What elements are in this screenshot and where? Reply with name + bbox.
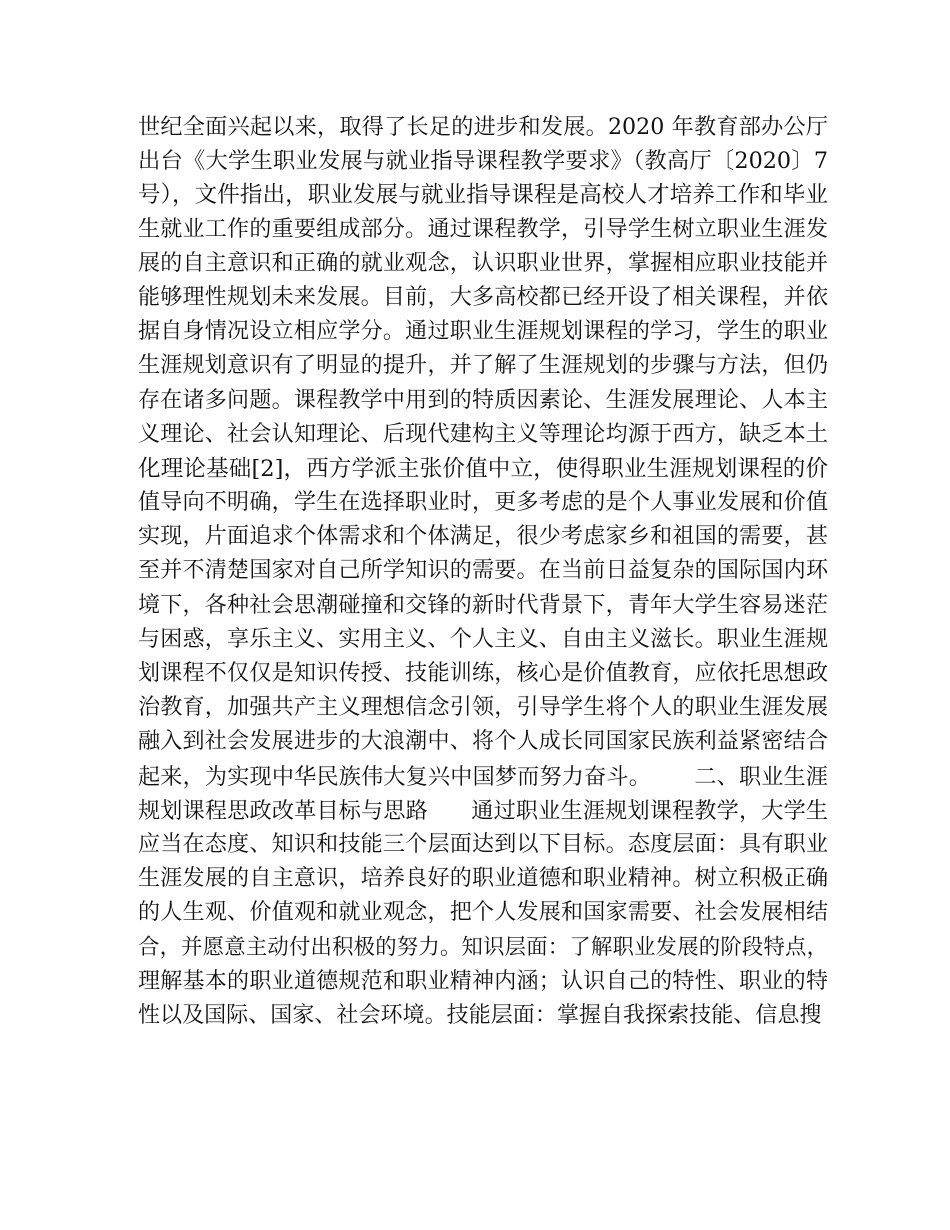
text-line: 划课程不仅仅是知识传授、技能训练，核心是价值教育，应依托思想政 bbox=[138, 661, 828, 686]
text-line: 世纪全面兴起以来，取得了长足的进步和发展。2020 年教育部办公厅 bbox=[138, 114, 828, 140]
text-line: 融入到社会发展进步的大浪潮中、将个人成长同国家民族利益紧密结合 bbox=[138, 729, 828, 755]
text-line: 能够理性规划未来发展。目前，大多高校都已经开设了相关课程，并依 bbox=[138, 284, 828, 310]
text-line: 生就业工作的重要组成部分。通过课程教学，引导学生树立职业生涯发 bbox=[138, 216, 828, 242]
text-line: 至并不清楚国家对自己所学知识的需要。在当前日益复杂的国际国内环 bbox=[138, 558, 828, 584]
text-line: 规划课程思政改革目标与思路 通过职业生涯规划课程教学，大学生 bbox=[138, 797, 828, 824]
text-line: 与困惑，享乐主义、实用主义、个人主义、自由主义滋长。职业生涯规 bbox=[138, 626, 828, 652]
text-line: 合，并愿意主动付出积极的努力。知识层面：了解职业发展的阶段特点， bbox=[138, 934, 828, 960]
text-line: 起来，为实现中华民族伟大复兴中国梦而努力奋斗。 二、职业生涯 bbox=[138, 763, 828, 790]
text-line: 据自身情况设立相应学分。通过职业生涯规划课程的学习，学生的职业 bbox=[138, 319, 828, 345]
text-line: 生涯规划意识有了明显的提升，并了解了生涯规划的步骤与方法，但仍 bbox=[138, 353, 828, 379]
text-line: 境下，各种社会思潮碰撞和交锋的新时代背景下，青年大学生容易迷茫 bbox=[138, 592, 828, 618]
text-line: 值导向不明确，学生在选择职业时，更多考虑的是个人事业发展和价值 bbox=[138, 490, 828, 516]
text-line: 性以及国际、国家、社会环境。技能层面：掌握自我探索技能、信息搜 bbox=[138, 1002, 822, 1028]
text-line: 展的自主意识和正确的就业观念，认识职业世界，掌握相应职业技能并 bbox=[138, 250, 828, 276]
text-line: 的人生观、价值观和就业观念，把个人发展和国家需要、社会发展相结 bbox=[138, 900, 828, 926]
text-line: 实现，片面追求个体需求和个体满足，很少考虑家乡和祖国的需要，甚 bbox=[138, 524, 828, 550]
text-line: 义理论、社会认知理论、后现代建构主义等理论均源于西方，缺乏本土 bbox=[138, 421, 828, 447]
text-line: 出台《大学生职业发展与就业指导课程教学要求》（教高厅〔2020〕7 bbox=[138, 148, 828, 175]
text-line: 存在诸多问题。课程教学中用到的特质因素论、生涯发展理论、人本主 bbox=[138, 387, 828, 413]
text-line: 治教育，加强共产主义理想信念引领，引导学生将个人的职业生涯发展 bbox=[138, 695, 828, 721]
text-line: 号），文件指出，职业发展与就业指导课程是高校人才培养工作和毕业 bbox=[138, 182, 828, 209]
text-line: 生涯发展的自主意识，培养良好的职业道德和职业精神。树立积极正确 bbox=[138, 866, 828, 892]
body-paragraph bbox=[138, 110, 828, 1033]
text-line: 化理论基础[2]，西方学派主张价值中立，使得职业生涯规划课程的价 bbox=[138, 455, 828, 482]
text-line: 应当在态度、知识和技能三个层面达到以下目标。态度层面：具有职业 bbox=[138, 831, 828, 857]
text-line: 理解基本的职业道德规范和职业精神内涵；认识自己的特性、职业的特 bbox=[138, 968, 828, 994]
